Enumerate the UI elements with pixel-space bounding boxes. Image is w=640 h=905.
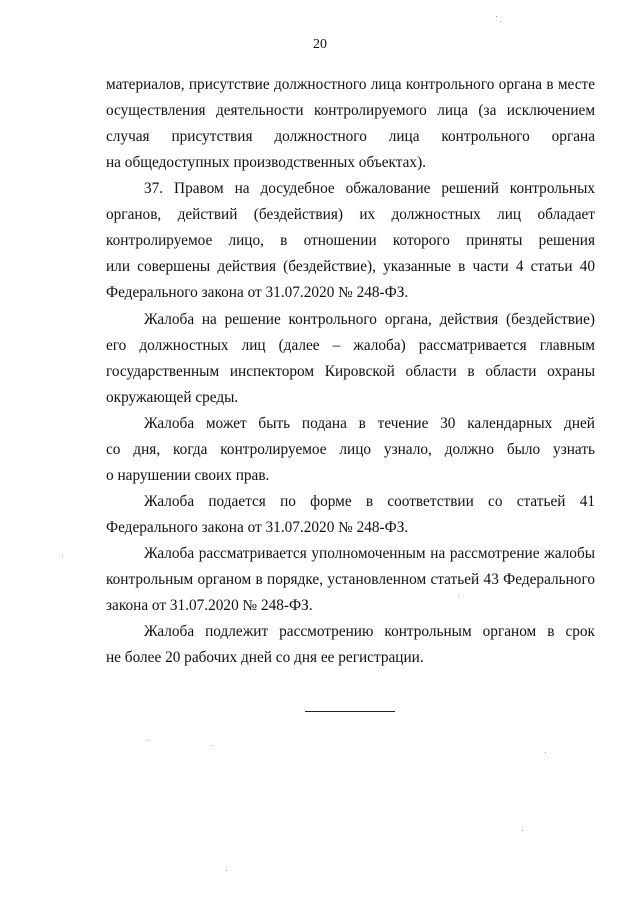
text-line: окружающей среды. (106, 389, 239, 406)
text-line: контрольным органом в порядке, установленном статьей 43 Федерального (106, 571, 595, 588)
scan-speck (212, 745, 213, 746)
text-line: контролируемое лицо, в отношении которого приняты решения (106, 232, 595, 249)
text-line: Жалоба может быть подана в течение 30 календарных дней (144, 415, 595, 432)
scan-speck (522, 830, 523, 831)
text-line: случая присутствия должностного лица контрольного органа (106, 128, 595, 145)
text-line: на общедоступных производственных объектах). (106, 154, 427, 171)
text-line: Федерального закона от 31.07.2020 № 248-ФЗ. (106, 519, 409, 536)
text-line: о нарушении своих прав. (106, 467, 270, 484)
scan-speck (500, 21, 501, 22)
end-divider (305, 711, 395, 712)
text-line: государственным инспектором Кировской области в области охраны (106, 363, 595, 380)
text-line: органов, действий (бездействия) их должностных лиц обладает (106, 206, 595, 223)
text-line: не более 20 рабочих дней со дня ее регистрации. (106, 649, 424, 666)
scan-speck (226, 870, 227, 871)
text-line: Жалоба подается по форме в соответствии со статьей 41 (144, 493, 595, 510)
text-line: Жалоба на решение контрольного органа, действия (бездействие) (144, 311, 595, 328)
text-line: Жалоба рассматривается уполномоченным на рассмотрение жалобы (144, 545, 595, 562)
scan-speck (545, 752, 546, 753)
text-line: Жалоба подлежит рассмотрению контрольным органом в срок (144, 623, 595, 640)
scan-speck (458, 595, 459, 596)
scan-speck (148, 740, 149, 741)
text-line: его должностных лиц (далее – жалоба) рассматривается главным (106, 337, 595, 354)
text-line: Федерального закона от 31.07.2020 № 248-ФЗ. (106, 284, 409, 301)
text-line: 37. Правом на досудебное обжалование решений контрольных (144, 180, 595, 197)
text-line: закона от 31.07.2020 № 248-ФЗ. (106, 597, 313, 614)
page-number: 20 (313, 37, 327, 52)
scan-speck (62, 555, 63, 556)
text-line: осуществления деятельности контролируемого лица (за исключением (106, 102, 595, 119)
text-line: со дня, когда контролируемое лицо узнало, должно было узнать (106, 441, 595, 458)
text-line: материалов, присутствие должностного лица контрольного органа в месте (106, 76, 595, 93)
text-line: или совершены действия (бездействие), указанные в части 4 статьи 40 (106, 258, 595, 275)
scan-speck (496, 16, 497, 17)
